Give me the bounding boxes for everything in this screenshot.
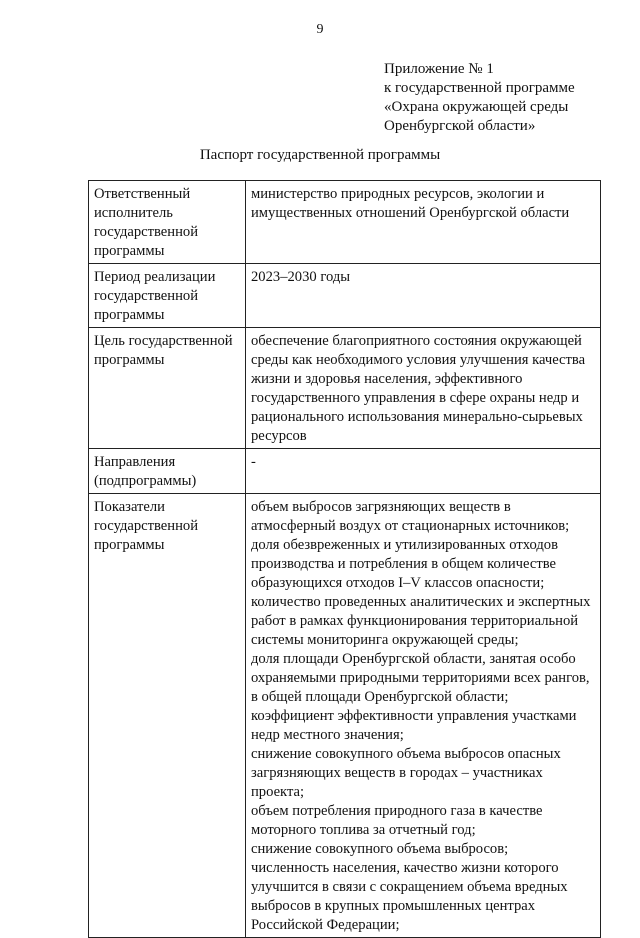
passport-value-item: коэффициент эффективности управления участками недр местного значения;: [251, 708, 577, 743]
passport-row-value: [246, 328, 601, 449]
appendix-line: Оренбургской области»: [384, 118, 536, 134]
passport-row: [89, 328, 601, 449]
passport-row: [89, 494, 601, 938]
passport-value-item: количество проведенных аналитических и экспертных работ в рамках функционирования территориальной системы мониторинга окружающей среды;: [251, 594, 591, 648]
appendix-line: Приложение № 1: [384, 61, 494, 77]
passport-value-item: снижение совокупного объема выбросов опасных загрязняющих веществ в городах – участниках проекта;: [251, 746, 561, 800]
appendix-header: [384, 60, 575, 136]
passport-row-label: Направления (подпрограммы): [89, 449, 246, 494]
passport-value-item: доля площади Оренбургской области, занятая особо охраняемыми природными территориями всех рангов, в общей площади Оренбургской области;: [251, 651, 590, 705]
passport-row-label: Ответственный исполнитель государственной программы: [89, 181, 246, 264]
passport-table-body: [89, 181, 601, 938]
page-number: 9: [316, 22, 324, 37]
passport-value-item: обеспечение благоприятного состояния окружающей среды как необходимого условия улучшения качества жизни и здоровья населения, эффективного государственного управления в сфере охраны недр и рационального использования минерально-сырьевых ресурсов: [251, 333, 586, 444]
passport-value-item: объем выбросов загрязняющих веществ в атмосферный воздух от стационарных источников;: [251, 499, 570, 534]
passport-value-item: министерство природных ресурсов, экологии и имущественных отношений Оренбургской области: [251, 186, 570, 221]
passport-table: [88, 180, 601, 938]
appendix-line: к государственной программе: [384, 80, 575, 96]
passport-value-item: численность населения, качество жизни которого улучшится в связи с сокращением объема вредных выбросов в крупных промышленных центрах Российской Федерации;: [251, 860, 568, 933]
passport-value-item: -: [251, 454, 256, 470]
passport-row-value: [246, 181, 601, 264]
passport-value-item: 2023–2030 годы: [251, 269, 351, 285]
passport-row-label: Цель государственной программы: [89, 328, 246, 449]
passport-row: [89, 181, 601, 264]
passport-row-value: [246, 449, 601, 494]
passport-value-item: снижение совокупного объема выбросов;: [251, 841, 509, 857]
passport-row: [89, 449, 601, 494]
passport-value-item: доля обезвреженных и утилизированных отходов производства и потребления в общем количестве образующихся отходов I–V классов опасности;: [251, 537, 558, 591]
passport-row-label: Период реализации государственной программы: [89, 264, 246, 328]
passport-row: [89, 264, 601, 328]
document-title: Паспорт государственной программы: [199, 147, 441, 163]
passport-row-value: [246, 494, 601, 938]
passport-value-item: объем потребления природного газа в качестве моторного топлива за отчетный год;: [251, 803, 543, 838]
passport-row-value: [246, 264, 601, 328]
appendix-line: «Охрана окружающей среды: [384, 99, 569, 115]
passport-row-label: Показатели государственной программы: [89, 494, 246, 938]
